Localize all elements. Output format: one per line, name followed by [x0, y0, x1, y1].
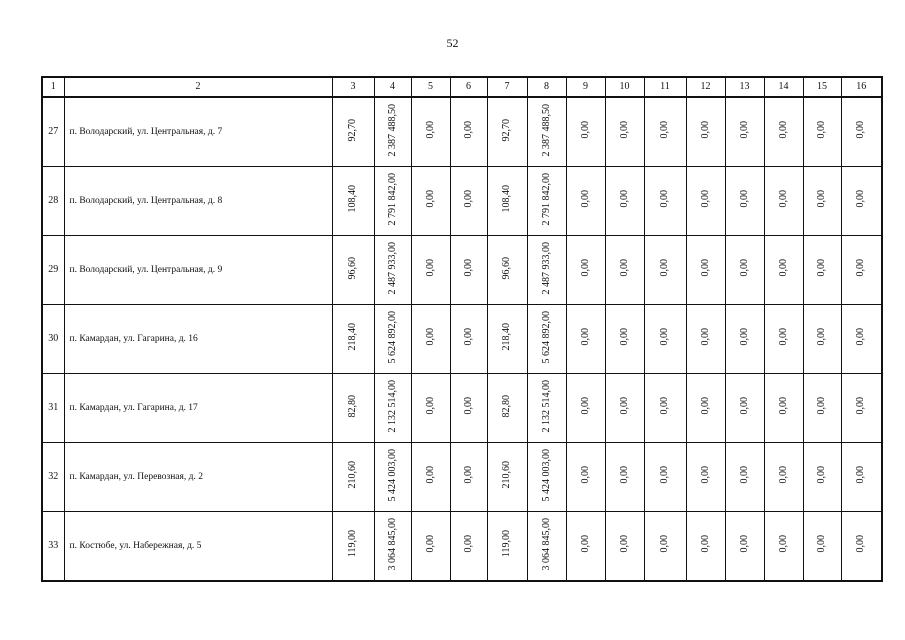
- value-cell-col-14: [764, 443, 803, 512]
- address-cell: п. Володарский, ул. Центральная, д. 7: [64, 97, 332, 167]
- value-cell-col-12: [686, 305, 725, 374]
- row-number-cell: 31: [42, 374, 64, 443]
- address-cell: п. Камардан, ул. Гагарина, д. 16: [64, 305, 332, 374]
- value-cell-col-14: [764, 305, 803, 374]
- value-cell-col-6: [450, 236, 487, 305]
- value-text: 3 064 845,00: [386, 517, 398, 571]
- value-cell-col-9: [566, 512, 605, 582]
- value-text: 3 064 845,00: [540, 517, 552, 571]
- value-cell-col-12: [686, 374, 725, 443]
- value-cell-col-11: [644, 236, 686, 305]
- value-text: 0,00: [424, 535, 436, 553]
- value-text: 0,00: [424, 397, 436, 415]
- value-text: 0,00: [738, 466, 750, 484]
- address-cell: п. Камардан, ул. Перевозная, д. 2: [64, 443, 332, 512]
- value-cell-col-8: [527, 167, 566, 236]
- value-text: 0,00: [816, 190, 827, 208]
- value-cell-col-10: [605, 305, 644, 374]
- value-text: 0,00: [699, 259, 711, 277]
- value-text: 0,00: [618, 328, 630, 346]
- value-text: 2 487 933,00: [540, 241, 552, 295]
- value-cell-col-7: [487, 443, 527, 512]
- value-text: 0,00: [579, 190, 591, 208]
- column-header-1: 1: [42, 77, 64, 97]
- column-header-3: 3: [332, 77, 374, 97]
- value-text: 0,00: [738, 535, 750, 553]
- value-cell-col-6: [450, 305, 487, 374]
- value-text: 0,00: [424, 190, 436, 208]
- value-cell-col-14: [764, 167, 803, 236]
- value-cell-col-10: [605, 512, 644, 582]
- value-cell-col-15: [803, 305, 841, 374]
- value-cell-col-8: [527, 236, 566, 305]
- value-cell-col-3: [332, 512, 374, 582]
- value-text: 0,00: [699, 190, 711, 208]
- value-text: 0,00: [618, 397, 630, 415]
- value-text: 108,40: [347, 185, 358, 213]
- value-cell-col-5: [411, 167, 450, 236]
- column-header-15: 15: [803, 77, 841, 97]
- value-cell-col-12: [686, 512, 725, 582]
- value-text: 96,60: [501, 256, 512, 280]
- value-text: 2 387 488,50: [540, 103, 552, 157]
- value-cell-col-8: [527, 374, 566, 443]
- value-cell-col-5: [411, 97, 450, 167]
- value-text: 0,00: [659, 535, 670, 553]
- value-cell-col-12: [686, 236, 725, 305]
- value-cell-col-4: [374, 443, 411, 512]
- value-cell-col-4: [374, 512, 411, 582]
- address-cell: п. Костюбе, ул. Набережная, д. 5: [64, 512, 332, 582]
- value-cell-col-15: [803, 167, 841, 236]
- column-header-10: 10: [605, 77, 644, 97]
- value-cell-col-16: [841, 374, 882, 443]
- value-cell-col-4: [374, 97, 411, 167]
- value-cell-col-16: [841, 512, 882, 582]
- value-text: 0,00: [777, 121, 789, 139]
- value-text: 0,00: [699, 121, 711, 139]
- value-cell-col-16: [841, 97, 882, 167]
- value-cell-col-15: [803, 374, 841, 443]
- value-text: 0,00: [462, 328, 474, 346]
- row-number-cell: 27: [42, 97, 64, 167]
- value-text: 218,40: [501, 323, 512, 351]
- row-number-cell: 30: [42, 305, 64, 374]
- value-text: 119,00: [501, 530, 512, 558]
- value-text: 0,00: [699, 535, 711, 553]
- value-text: 0,00: [777, 190, 789, 208]
- table-header-row: [42, 77, 882, 97]
- value-cell-col-9: [566, 443, 605, 512]
- value-cell-col-3: [332, 374, 374, 443]
- value-text: 2 132 514,00: [540, 379, 552, 433]
- value-cell-col-9: [566, 236, 605, 305]
- value-text: 96,60: [347, 256, 358, 280]
- value-cell-col-14: [764, 374, 803, 443]
- value-text: 0,00: [777, 397, 789, 415]
- value-text: 0,00: [659, 190, 670, 208]
- value-text: 0,00: [618, 535, 630, 553]
- value-text: 0,00: [777, 466, 789, 484]
- value-cell-col-13: [725, 443, 764, 512]
- column-header-7: 7: [487, 77, 527, 97]
- value-cell-col-7: [487, 374, 527, 443]
- value-cell-col-9: [566, 305, 605, 374]
- value-cell-col-7: [487, 305, 527, 374]
- value-cell-col-8: [527, 305, 566, 374]
- value-text: 0,00: [424, 466, 436, 484]
- value-text: 0,00: [855, 466, 867, 484]
- column-header-4: 4: [374, 77, 411, 97]
- value-text: 0,00: [738, 121, 750, 139]
- value-cell-col-3: [332, 305, 374, 374]
- value-text: 210,60: [501, 461, 512, 489]
- value-text: 0,00: [659, 328, 670, 346]
- value-text: 0,00: [855, 190, 867, 208]
- data-table: [41, 76, 883, 582]
- value-cell-col-4: [374, 305, 411, 374]
- address-cell: п. Володарский, ул. Центральная, д. 9: [64, 236, 332, 305]
- value-text: 0,00: [462, 466, 474, 484]
- value-cell-col-9: [566, 97, 605, 167]
- value-text: 0,00: [424, 328, 436, 346]
- value-cell-col-9: [566, 167, 605, 236]
- value-text: 0,00: [816, 466, 827, 484]
- value-cell-col-13: [725, 512, 764, 582]
- value-cell-col-5: [411, 443, 450, 512]
- value-text: 0,00: [579, 397, 591, 415]
- column-header-5: 5: [411, 77, 450, 97]
- value-cell-col-7: [487, 236, 527, 305]
- value-text: 119,00: [347, 530, 358, 558]
- value-text: 0,00: [659, 466, 670, 484]
- value-text: 5 624 892,00: [540, 310, 552, 364]
- value-cell-col-5: [411, 305, 450, 374]
- value-cell-col-8: [527, 512, 566, 582]
- value-text: 0,00: [579, 535, 591, 553]
- column-header-2: 2: [64, 77, 332, 97]
- value-text: 0,00: [699, 397, 711, 415]
- value-text: 5 624 892,00: [386, 310, 398, 364]
- row-number-cell: 32: [42, 443, 64, 512]
- value-text: 218,40: [347, 323, 358, 351]
- value-text: 0,00: [738, 259, 750, 277]
- value-text: 0,00: [855, 328, 867, 346]
- value-text: 0,00: [424, 121, 436, 139]
- value-text: 0,00: [659, 259, 670, 277]
- value-text: 0,00: [816, 535, 827, 553]
- value-cell-col-13: [725, 167, 764, 236]
- value-text: 2 791 842,00: [386, 172, 398, 226]
- value-cell-col-6: [450, 97, 487, 167]
- value-cell-col-6: [450, 374, 487, 443]
- value-text: 82,80: [501, 394, 512, 418]
- value-text: 0,00: [462, 121, 474, 139]
- value-cell-col-7: [487, 97, 527, 167]
- page-number: 52: [446, 36, 459, 50]
- row-number-cell: 33: [42, 512, 64, 582]
- value-text: 0,00: [777, 328, 789, 346]
- column-header-9: 9: [566, 77, 605, 97]
- table-row: [42, 167, 882, 236]
- value-cell-col-10: [605, 167, 644, 236]
- value-cell-col-14: [764, 512, 803, 582]
- value-cell-col-13: [725, 374, 764, 443]
- value-text: 0,00: [462, 535, 474, 553]
- column-header-16: 16: [841, 77, 882, 97]
- value-cell-col-3: [332, 97, 374, 167]
- value-cell-col-12: [686, 443, 725, 512]
- column-header-13: 13: [725, 77, 764, 97]
- row-number-cell: 29: [42, 236, 64, 305]
- row-number-cell: 28: [42, 167, 64, 236]
- value-cell-col-11: [644, 512, 686, 582]
- value-text: 0,00: [618, 121, 630, 139]
- value-text: 0,00: [462, 190, 474, 208]
- value-cell-col-6: [450, 167, 487, 236]
- value-text: 0,00: [855, 259, 867, 277]
- value-text: 0,00: [424, 259, 436, 277]
- value-text: 0,00: [579, 259, 591, 277]
- value-text: 0,00: [659, 121, 670, 139]
- value-cell-col-9: [566, 374, 605, 443]
- column-header-14: 14: [764, 77, 803, 97]
- value-text: 210,60: [347, 461, 358, 489]
- value-cell-col-11: [644, 167, 686, 236]
- value-text: 0,00: [738, 397, 750, 415]
- value-text: 82,80: [347, 394, 358, 418]
- value-text: 0,00: [579, 328, 591, 346]
- value-text: 2 487 933,00: [386, 241, 398, 295]
- value-cell-col-15: [803, 97, 841, 167]
- value-text: 0,00: [816, 328, 827, 346]
- value-cell-col-11: [644, 97, 686, 167]
- value-cell-col-11: [644, 443, 686, 512]
- value-cell-col-3: [332, 167, 374, 236]
- table-row: [42, 512, 882, 582]
- value-cell-col-4: [374, 167, 411, 236]
- value-cell-col-10: [605, 374, 644, 443]
- value-text: 0,00: [816, 397, 827, 415]
- value-text: 0,00: [699, 466, 711, 484]
- value-cell-col-7: [487, 167, 527, 236]
- value-cell-col-16: [841, 305, 882, 374]
- value-cell-col-16: [841, 167, 882, 236]
- value-text: 0,00: [618, 466, 630, 484]
- value-cell-col-16: [841, 236, 882, 305]
- value-text: 0,00: [462, 259, 474, 277]
- value-cell-col-15: [803, 236, 841, 305]
- value-cell-col-6: [450, 443, 487, 512]
- column-header-6: 6: [450, 77, 487, 97]
- value-cell-col-6: [450, 512, 487, 582]
- value-cell-col-11: [644, 305, 686, 374]
- value-text: 5 424 003,00: [386, 448, 398, 502]
- value-cell-col-10: [605, 236, 644, 305]
- value-text: 0,00: [659, 397, 670, 415]
- value-text: 0,00: [855, 535, 867, 553]
- value-text: 92,70: [347, 118, 358, 142]
- column-header-12: 12: [686, 77, 725, 97]
- value-cell-col-3: [332, 236, 374, 305]
- value-text: 0,00: [777, 259, 789, 277]
- address-cell: п. Камардан, ул. Гагарина, д. 17: [64, 374, 332, 443]
- table-row: [42, 305, 882, 374]
- value-cell-col-5: [411, 512, 450, 582]
- value-cell-col-11: [644, 374, 686, 443]
- value-text: 2 132 514,00: [386, 379, 398, 433]
- value-text: 2 387 488,50: [386, 103, 398, 157]
- value-cell-col-12: [686, 97, 725, 167]
- value-cell-col-15: [803, 512, 841, 582]
- value-cell-col-3: [332, 443, 374, 512]
- value-text: 0,00: [738, 328, 750, 346]
- table-row: [42, 374, 882, 443]
- value-text: 92,70: [501, 118, 512, 142]
- value-text: 0,00: [618, 190, 630, 208]
- value-text: 0,00: [855, 121, 867, 139]
- value-text: 0,00: [816, 259, 827, 277]
- value-text: 0,00: [579, 121, 591, 139]
- value-cell-col-14: [764, 236, 803, 305]
- value-cell-col-4: [374, 374, 411, 443]
- value-text: 0,00: [618, 259, 630, 277]
- value-cell-col-5: [411, 236, 450, 305]
- column-header-8: 8: [527, 77, 566, 97]
- value-cell-col-5: [411, 374, 450, 443]
- value-text: 2 791 842,00: [540, 172, 552, 226]
- address-cell: п. Володарский, ул. Центральная, д. 8: [64, 167, 332, 236]
- value-cell-col-14: [764, 97, 803, 167]
- table-row: [42, 97, 882, 167]
- value-cell-col-7: [487, 512, 527, 582]
- value-cell-col-13: [725, 305, 764, 374]
- value-text: 0,00: [462, 397, 474, 415]
- value-cell-col-8: [527, 97, 566, 167]
- value-cell-col-13: [725, 97, 764, 167]
- value-text: 0,00: [699, 328, 711, 346]
- column-header-11: 11: [644, 77, 686, 97]
- value-text: 5 424 003,00: [540, 448, 552, 502]
- value-text: 0,00: [855, 397, 867, 415]
- value-text: 0,00: [579, 466, 591, 484]
- value-text: 0,00: [816, 121, 827, 139]
- table-row: [42, 443, 882, 512]
- value-cell-col-16: [841, 443, 882, 512]
- value-cell-col-13: [725, 236, 764, 305]
- value-cell-col-4: [374, 236, 411, 305]
- value-text: 0,00: [738, 190, 750, 208]
- value-cell-col-15: [803, 443, 841, 512]
- value-cell-col-10: [605, 443, 644, 512]
- value-cell-col-10: [605, 97, 644, 167]
- table-row: [42, 236, 882, 305]
- value-text: 0,00: [777, 535, 789, 553]
- value-cell-col-12: [686, 167, 725, 236]
- value-cell-col-8: [527, 443, 566, 512]
- value-text: 108,40: [501, 185, 512, 213]
